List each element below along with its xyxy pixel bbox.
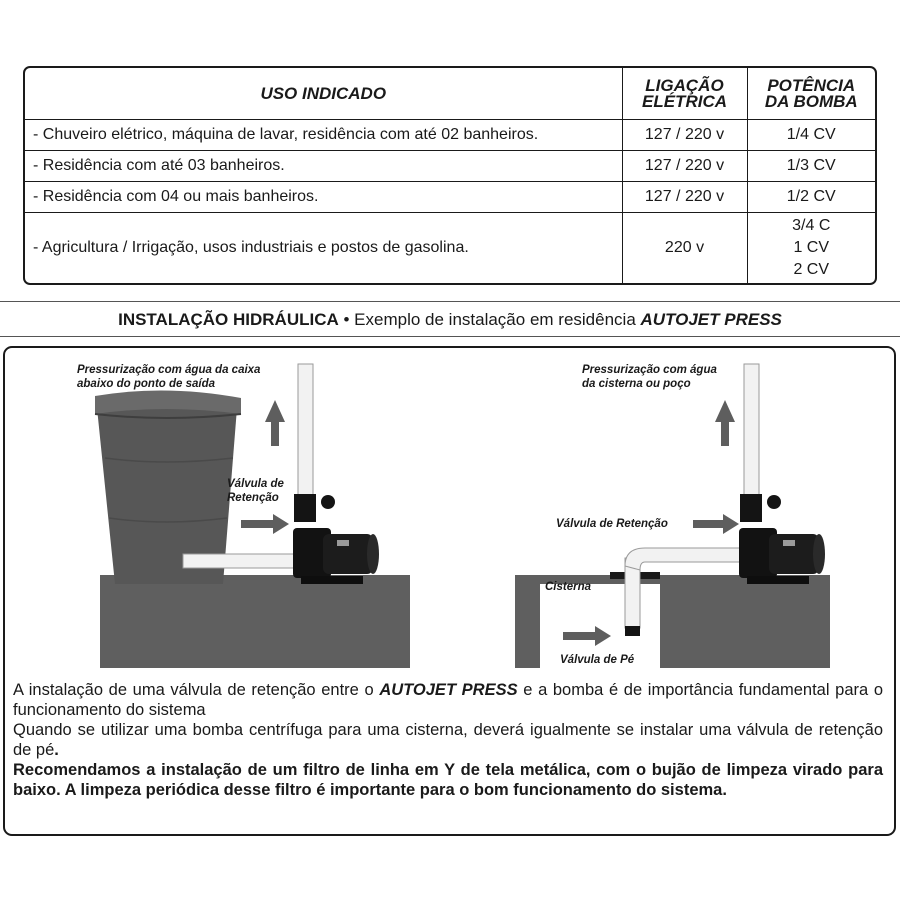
left-pressure-line1: Pressurização com água da caixa <box>77 364 261 376</box>
header-ligacao-line2: ELÉTRICA <box>642 91 727 111</box>
foot-valve-label: Válvula de Pé <box>560 654 635 666</box>
table-row <box>25 182 875 213</box>
header-ligacao-line1: LIGAÇÃO <box>645 75 724 95</box>
section-rule-top <box>0 301 900 302</box>
cell-potencia: 1/3 CV <box>747 151 875 182</box>
right-pressure-line1: Pressurização com água <box>582 364 717 376</box>
cell-ligacao: 127 / 220 v <box>622 120 747 151</box>
cell-uso: - Residência com 04 ou mais banheiros. <box>25 182 622 213</box>
spec-table <box>23 66 877 285</box>
note1-text-b: e a bomba é de importância fundamental para o funcionamento do sistema <box>13 681 883 719</box>
cell-uso: - Chuveiro elétrico, máquina de lavar, residência com até 02 banheiros. <box>25 120 622 151</box>
table-header-row <box>25 68 875 120</box>
section-rule-bottom <box>0 336 900 337</box>
table-row <box>25 213 875 284</box>
installation-diagram <box>5 348 894 678</box>
section-title <box>0 310 900 330</box>
left-valve-line1: Válvula de <box>227 478 284 490</box>
left-up-arrow <box>265 400 285 446</box>
section-title-bold: INSTALAÇÃO HIDRÁULICA <box>118 310 339 329</box>
header-potencia-line2: DA BOMBA <box>764 91 858 111</box>
right-valve-arrow <box>693 514 739 534</box>
left-valve-arrow <box>241 514 289 534</box>
section-brand: AUTOJET PRESS <box>640 310 782 329</box>
cell-potencia: 1/2 CV <box>747 182 875 213</box>
left-pressure-label <box>77 363 260 391</box>
potencia-option: 3/4 C <box>792 217 831 234</box>
left-ground <box>100 575 410 668</box>
cell-ligacao: 127 / 220 v <box>622 182 747 213</box>
note-filter: Recomendamos a instalação de um filtro de linha em Y de tela metálica, com o bujão de limpeza virado para baixo. A limpeza periódica desse filtro é importante para o bom funcionamento do sistema. <box>13 761 883 799</box>
note1-brand: AUTOJET PRESS <box>379 681 518 699</box>
cell-uso: - Agricultura / Irrigação, usos industriais e postos de gasolina. <box>25 213 622 284</box>
right-valve-label: Válvula de Retenção <box>556 518 668 530</box>
cell-potencia: 1/4 CV <box>747 120 875 151</box>
left-pressure-line2: abaixo do ponto de saída <box>77 378 216 390</box>
right-pressure-line2: da cisterna ou poço <box>582 378 691 390</box>
potencia-option: 1 CV <box>793 239 830 256</box>
note1-text-a: A instalação de uma válvula de retenção entre o <box>13 681 380 699</box>
note2-period: . <box>54 741 59 759</box>
note-foot-valve <box>13 720 883 760</box>
cell-potencia <box>747 213 875 284</box>
note-check-valve <box>13 680 883 720</box>
right-suction-elbow <box>625 548 745 570</box>
installation-notes <box>13 680 883 800</box>
section-title-rest: Exemplo de instalação em residência <box>354 310 641 329</box>
left-riser-pipe <box>298 364 313 514</box>
left-valve-line2: Retenção <box>227 492 279 504</box>
left-suction-pipe <box>183 554 303 568</box>
right-riser-pipe <box>744 364 759 514</box>
right-up-arrow <box>715 400 735 446</box>
cell-uso: - Residência com até 03 banheiros. <box>25 151 622 182</box>
section-bullet: • <box>338 310 355 329</box>
header-potencia-line1: POTÊNCIA <box>767 75 856 95</box>
header-ligacao <box>622 68 747 120</box>
note2-text: Quando se utilizar uma bomba centrífuga para uma cisterna, deverá igualmente se instalar uma válvula de retenção de pé <box>13 721 883 759</box>
right-pressure-label <box>582 363 717 391</box>
table-row <box>25 120 875 151</box>
table-row <box>25 151 875 182</box>
left-valve-label <box>227 477 284 505</box>
header-uso: USO INDICADO <box>25 68 622 120</box>
right-check-valve <box>740 494 762 522</box>
cistern-label: Cisterna <box>545 581 592 593</box>
potencia-option: 2 CV <box>793 261 830 278</box>
cell-ligacao: 220 v <box>622 213 747 284</box>
cell-ligacao: 127 / 220 v <box>622 151 747 182</box>
foot-valve <box>625 626 640 636</box>
header-potencia <box>747 68 875 120</box>
left-check-valve <box>294 494 316 522</box>
